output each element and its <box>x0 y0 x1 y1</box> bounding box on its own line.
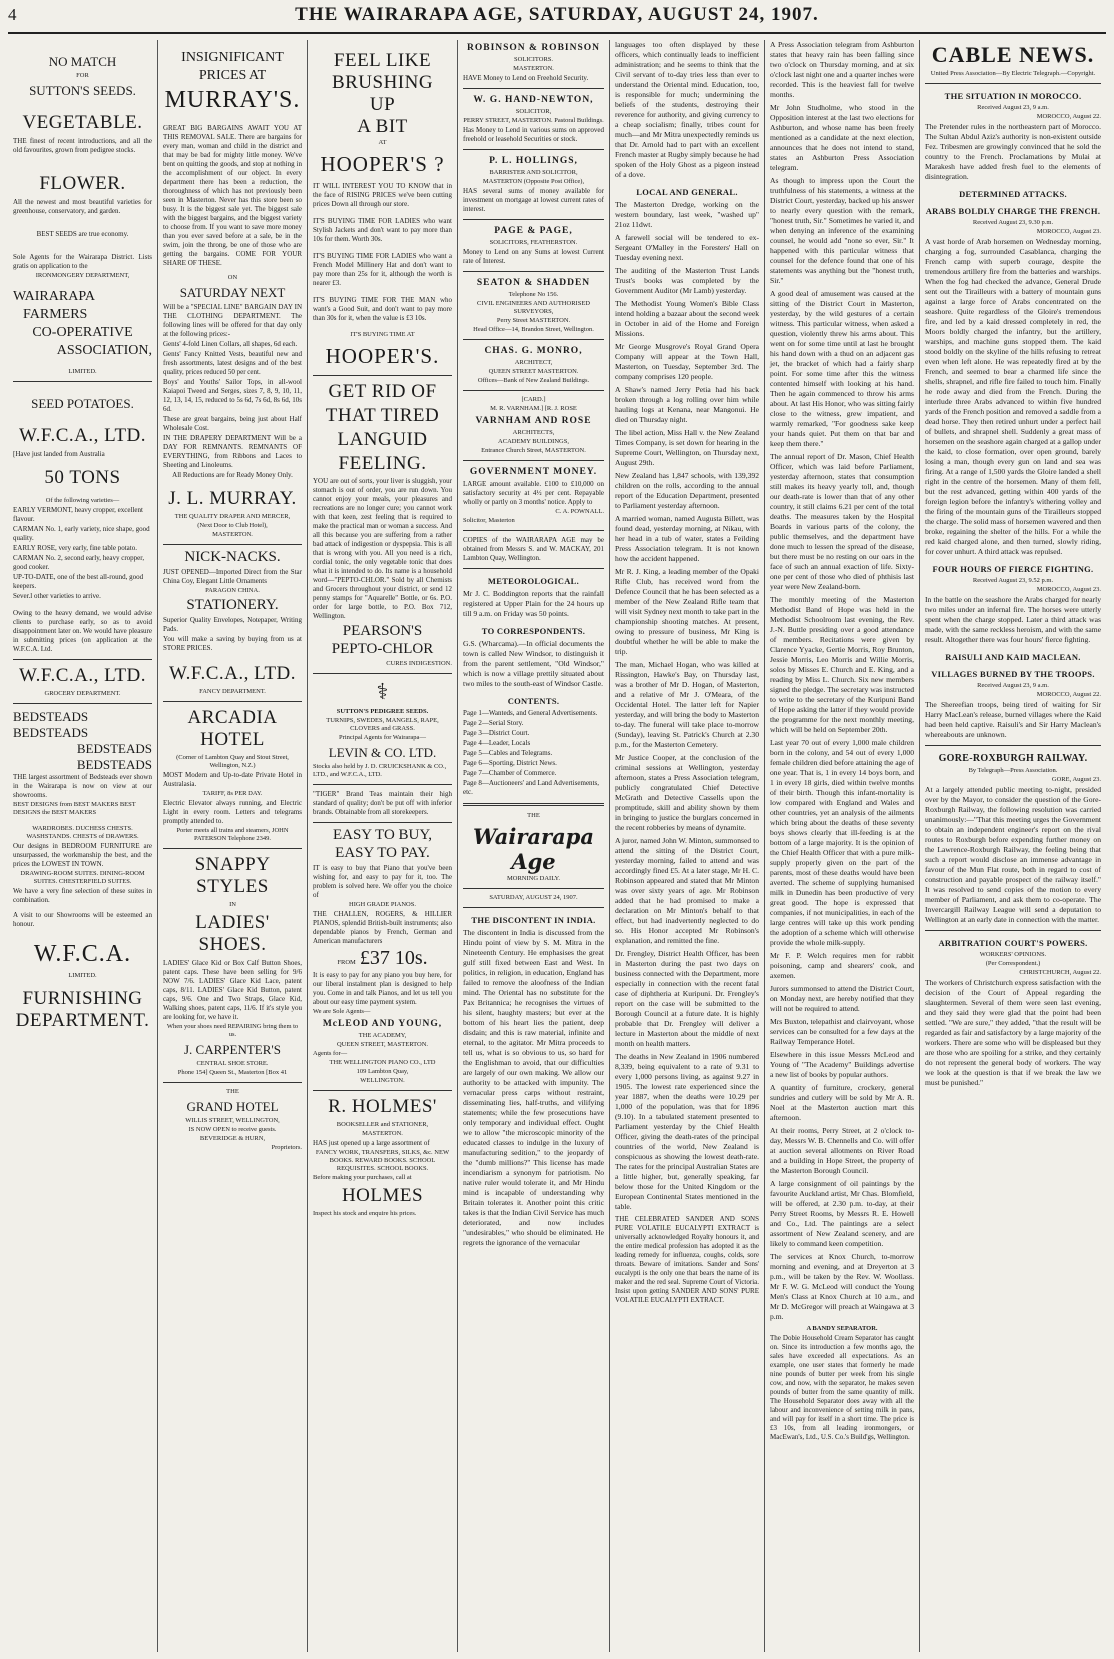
section-heading: METEOROLOGICAL. <box>487 576 580 586</box>
ad-text: MOST Modern and Up-to-date Private Hotel in Australasia. <box>163 771 302 788</box>
ad-text: YOU are out of sorts, your liver is sluggish, your stomach is out of order, you are run down. You cannot enjoy your meals, your pleasures and recreations are no longer cure; you cannot work with that keen, zest feeling that is required to make the practical man or woman a success. And all this because you are suffering from a rather bad attack of indigestion or dyspepsia. This is all that is wrong with you. All you need is a rich, cordial tonic, the only vegetable tonic that does what it is intended to do. Its name is a household word—"PEPTO-CHLOR." Sold by all Chemists and Grocers throughout your district, or send 12 penny stamps for "Aquarelle" Bottle, or 6s. P.O. order for large bottle, to P.O. Box 712, Wellington. <box>313 477 452 620</box>
dateline: GORE, August 23. <box>1051 776 1101 783</box>
logo-word: WAIRARAPA <box>13 289 95 304</box>
dateline: Received August 23, 9 a.m. <box>977 104 1049 111</box>
ad-text: A visit to our Showrooms will be esteemed an honour. <box>13 911 152 928</box>
ad-heading: W.F.C.A., LTD. <box>168 663 297 684</box>
list-item: Page 6—Sporting, District News. <box>463 759 557 767</box>
news-item: New Zealand has 1,847 schools, with 139,392 children on the rolls, according to the annual report of the Education Department, presented to Parliament yesterday afternoon. <box>615 471 759 510</box>
ad-heading: EASY TO BUY, <box>332 827 433 843</box>
card-text: MASTERTON. <box>513 65 554 72</box>
ad-text: FROM <box>337 959 356 966</box>
section-heading: CONTENTS. <box>507 696 560 706</box>
ad-heading: BRUSHING <box>331 72 434 93</box>
wfca-logo-stack <box>13 288 152 360</box>
ad-heading: SNAPPY STYLES <box>194 854 271 897</box>
ad-text: THE ACADEMY, <box>358 1032 407 1039</box>
news-item: The annual report of Dr. Mason, Chief Health Officer, which was laid before Parliament, yesterday afternoon, states that consumption still makes its heavy yearly toll, and, though our death-rate is lower than that of any other country, it still claims 6.21 per cent of the total deaths. The measures taken by the Hospital Boards in various parts of the colony, the public themselves, and the department have done much to lessen the spread of the disease, but there must be no resting on our oars in the face of such an annual exaction of life. Sixty-one per cent of those who died of phthisis last year were New Zealand-born. <box>770 452 914 591</box>
ad-text: [Have just landed from Australia <box>13 450 105 458</box>
ad-text: Proprietors. <box>271 1144 302 1151</box>
column-4 <box>458 40 610 1652</box>
ad-heading: STATIONERY. <box>186 597 279 613</box>
card-text: Entrance Church Street, MASTERTON. <box>481 447 586 454</box>
ad-heading: HOLMES <box>341 1185 424 1206</box>
ad-text: MASTERTON. <box>212 531 253 538</box>
ad-heading: BEDSTEADS <box>76 741 152 756</box>
ad-text: Our designs in BEDROOM FURNITURE are unsurpassed, the workmanship the best, and the prices the LOWEST IN TOWN. <box>13 842 152 868</box>
ad-heading: PEARSON'S <box>342 623 423 639</box>
article-text: G.S. (Wharcama).—In official documents the town is called New Windsor, to distinguish it from the parent settlement, "Old Windsor," which is now a village prettily situated about two miles to the south-east of Windsor Castle. <box>463 639 604 688</box>
news-item: Mr John Studholme, who stood in the Opposition interest at the last two elections for Ashburton, and whose name has been freely mentioned as a candidate at the next election, announces that he does not intend to stand, states an Ashburton Press Association telegram. <box>770 103 914 172</box>
news-item: A married woman, named Augusta Billett, was found dead, yesterday morning, at Nikau, with her head in a tub of water, states a Feilding Press Association telegram. It is not known how the accident happened. <box>615 514 759 563</box>
card-name: PAGE & PAGE, <box>494 226 573 236</box>
dateline: Received August 23, 9 a.m. <box>977 682 1049 689</box>
ad-heading: FEELING. <box>338 453 427 474</box>
ad-heading: W.F.C.A. <box>33 941 132 967</box>
news-item: A large consignment of oil paintings by the favourite Auckland artist, Mr Chas. Blomfield, will be offered, at 2.30 p.m. to-day, at their Perry Street Rooms, by Messrs R. E. Howell and Co., Ltd. The paintings are a select assortment of New Zealand scenery, and are likely to command keen competition. <box>770 1179 914 1248</box>
crest-icon: ⚕ <box>376 679 389 704</box>
ad-text: HIGH GRADE PIANOS. <box>349 901 416 908</box>
list-item: Page 2—Serial Story. <box>463 719 524 727</box>
ad-heading: 50 TONS <box>44 467 121 488</box>
ad-text: QUEEN STREET, MASTERTON. <box>336 1041 429 1048</box>
dateline: MOROCCO, August 22. <box>1036 113 1101 120</box>
column-7 <box>920 40 1106 1652</box>
ad-text: MASTERTON. <box>362 1130 403 1137</box>
ad-text: Electric Elevator always running, and Electric Light in every room. Letters and telegrams promptly attended to. <box>163 799 302 825</box>
ad-text: LIMITED. <box>68 972 97 979</box>
ad-text: CURES INDIGESTION. <box>386 660 452 667</box>
card-text: SOLICITOR, <box>515 108 552 115</box>
card-text: ARCHITECT, <box>514 359 553 366</box>
ad-text: Superior Quality Envelopes, Notepaper, Writing Pads. <box>163 616 302 633</box>
news-item: At their rooms, Perry Street, at 2 o'clock to-day, Messrs W. B. Chennells and Co. will offer at auction several allotments on River Road and a building in Hope Street, the property of the Masterton Borough Council. <box>770 1126 914 1175</box>
ad-heading: BEDSTEADS <box>76 757 152 772</box>
article-text: At a largely attended public meeting to-night, presided over by the Mayor, to consider the question of the Gore-Roxburgh Railway, the following resolution was carried unanimously:—"That this meeting urges the Government to obtain an independent engineer's report on the rival routes to Roxburgh before expending further money on the Lawrence-Roxburgh Railway, the feeling being that such a report would disclose an immense advantage in favour of the Mun Flat route, both in regard to cost of construction and payable prospect of the railway itself." It was resolved to send copies of the motion to every member of Parliament, and ask them to co-operate. The Invercargill Railway League will send a deputation to Wellington at an early date in connection with the matter. <box>925 785 1101 924</box>
card-text: Telephone No 156. <box>508 291 559 298</box>
ad-text: Inspect his stock and enquire his prices. <box>313 1210 417 1217</box>
column-3 <box>308 40 458 1652</box>
news-item: A farewell social will be tendered to ex-Sergeant O'Malley in the Foresters' Hall on Tuesday evening next. <box>615 233 759 262</box>
ad-heading: SEED POTATOES. <box>31 396 134 411</box>
news-item: Elsewhere in this issue Messrs McLeod and Young of "The Academy" Buildings advertise a new list of books by popular authors. <box>770 1050 914 1079</box>
card-text: SOLICITORS. <box>513 56 554 63</box>
ad-heading: FURNISHING DEPARTMENT. <box>15 988 150 1031</box>
ad-heading: R. HOLMES' <box>328 1096 437 1117</box>
ad-text: THE WELLINGTON PIANO CO., LTD <box>329 1059 436 1066</box>
ad-heading: NO MATCH <box>48 54 117 69</box>
column-6 <box>765 40 920 1652</box>
ad-heading: W.F.C.A., LTD. <box>18 665 147 686</box>
ad-heading: BEDSTEADS <box>13 725 89 740</box>
ad-text: 109 Lambton Quay, <box>356 1068 409 1075</box>
list-item: CARMAN No. 1, early variety, nice shape, good quality. <box>13 525 150 542</box>
news-item: A juror, named John W. Minton, summonsed to attend the sitting of the District Court, yesterday morning, failed to attend and was accordingly fined £5. At a later stage, Mr H. C. Robinson appeared and stated that Mr Minton was over sixty years of age. Mr Robinson added that he had promised to make a declaration on Mr Minton's behalf to that effect, but had inadvertently neglected to do so. His Honor accepted Mr Robinson's explanation, and remitted the fine. <box>615 836 759 945</box>
ad-text: SUTTON'S PEDIGREE SEEDS. <box>336 708 429 715</box>
news-item: The Masterton Dredge, working on the western boundary, last week, "washed up" 21oz 11dwt. <box>615 200 759 229</box>
card-text: HAVE Money to Lend on Freehold Security. <box>463 74 589 82</box>
article-text: The Pretender rules in the northeastern part of Morocco. The Sultan Abdul Aziz's authority is non-existent outside Fez. Tribesmen are growingly convinced that he sold the country to the French. Proclamations by Mulai at Marakesh have added fresh fuel to the elements of disintegration. <box>925 122 1101 181</box>
card-text: MORNING DAILY. <box>506 875 561 882</box>
ad-text: IS NOW OPEN to receive guests. <box>188 1126 277 1133</box>
ad-text: We have a very fine selection of these suites in combination. <box>13 887 152 904</box>
list-item: CARMAN No. 2, second early, heavy cropper, good cooker. <box>13 554 145 571</box>
ad-text: IT'S BUYING TIME FOR LADIES who want Stylish Jackets and don't want to pay more than 10s for them. Worth 30s. <box>313 217 452 243</box>
ad-heading: BEDSTEADS <box>13 709 89 724</box>
list-item: EARLY VERMONT, heavy cropper, excellent flavour. <box>13 506 143 523</box>
section-heading: TO CORRESPONDENTS. <box>481 626 586 636</box>
card-text: CIVIL ENGINEERS AND AUTHORISED SURVEYORS, <box>477 300 590 315</box>
dateline: Received August 23, 9.30 p.m. <box>972 219 1054 226</box>
ad-text: Sole Agents for the Wairarapa District. Lists gratis on application to the <box>13 253 152 270</box>
ad-heading: GET RID OF <box>328 381 437 402</box>
ad-text: Will be a "SPECIAL LINE" BARGAIN DAY IN THE CLOTHING DEPARTMENT. The following lines will be offered for that day only at the following prices:- <box>163 303 302 338</box>
dateline: MOROCCO, August 23. <box>1036 228 1101 235</box>
news-item: The deaths in New Zealand in 1906 numbered 8,339, being equivalent to a rate of 9.31 to every 1,000 persons living, as against 9.27 in 1905. The lowest rate experienced since the year 1887, when the deaths were 10.29 per 1,000 of the population, was that for 1896 (9.10). In a tabulated statement presented to Parliament yesterday by the Chief Health Officer, giving the death-rates of the principal countries of the world, New Zealand is conspicuous as showing the lowest death-rate. The rates for the principal Australian States are a little higher, but, generally speaking, far below those for the United Kingdom or the European Continental States mentioned in the table. <box>615 1052 759 1211</box>
ad-text: TARIFF, 8s PER DAY. <box>202 790 263 797</box>
ad-text: CENTRAL SHOE STORE. <box>196 1060 269 1067</box>
contents-list <box>463 709 604 797</box>
card-name: ROBINSON & ROBINSON <box>466 43 601 53</box>
card-text: C. A. POWNALL. <box>555 508 604 515</box>
card-text: BARRISTER AND SOLICITOR, <box>489 169 578 176</box>
news-item: Last year 70 out of every 1,000 male children born in the colony, and 54 out of every 1,000 female children died before attaining the age of one year. That is, 1 in every 14 boys born, and 1 in every 18 girls, died within twelve months of their birth. Though this infant-mortality is low compared with England and Wales and other countries, yet an analysis of the ailments which bring about the deaths of these seventy boys shows clearly that ill-feeding is at the bottom of a large majority. It is the opinion of the Chief Health Officer that with a pure milk-supply properly given on the part of the parents, most of these deaths would have been averted. The scheme of supplying humanised milk in Dunedin has been productive of very great good. The hope is expressed that companies, if not municipalities, in each of the large centres will take up this work pending the adoption of a scheme which will otherwise provide the whole milk-supply. <box>770 738 915 947</box>
ad-heading: MURRAY'S. <box>164 87 301 113</box>
ad-text: "TIGER" Brand Teas maintain their high standard of quality; don't be put off with inferior brands. Obtainable from all storekeepers. <box>313 790 452 816</box>
ad-text: IRONMONGERY DEPARTMENT, <box>35 272 130 279</box>
news-item: Mr George Musgrove's Royal Grand Opera Company will appear at the Town Hall, Masterton, on Tuesday, September 3rd. The company comprises 120 people. <box>615 342 759 381</box>
ad-heading: PRICES AT <box>198 68 267 83</box>
story-heading: ARABS BOLDLY CHARGE THE FRENCH. <box>925 206 1101 216</box>
dateline: Received August 23, 9.52 p.m. <box>972 577 1054 584</box>
ad-text: It is easy to pay for any piano you buy here, for our liberal instalment plan is designed to help you. Come in and talk Pianos, and let us tell you about our easy time payment system. <box>313 971 452 1006</box>
ad-text: Porter meets all trains and steamers, JOHN PATERSON Telephone 2349. <box>176 827 289 842</box>
story-heading: ARBITRATION COURT'S POWERS. <box>938 938 1088 948</box>
ad-heading: W.F.C.A., LTD. <box>18 425 147 446</box>
advert-heading: A BANDY SEPARATOR. <box>806 1325 878 1332</box>
news-item: The services at Knox Church, to-morrow morning and evening, and at Dreyerton at 3 p.m., will be taken by the Rev. W. Woollass. Mr F. W. G. McLeod will conduct the Young Men's Class at Knox Church at 10 a.m., and Mr D. McGregor will preach at Waingawa at 3 p.m. <box>770 1252 914 1321</box>
story-heading: RAISULI AND KAID MACLEAN. <box>945 652 1081 662</box>
news-item: A quantity of furniture, crockery, general sundries and cutlery will be sold by Mr A. R. Noel at the Masterton auction mart this afternoon. <box>770 1083 914 1122</box>
article-text: languages too often displayed by these officers, which continually leads to inefficient administration; and he seems to think that the Civil servant of to-day tries less than ever to understand the Oriental mind. Education, too, is responsible for much; undermining the beliefs of the students, destroying their reverence for authority, and giving currency to a cheap socialism; finally, tribes count for much—and Mr Mitra unexpectedly reminds us that Dr. Arnold had to part with an excellent French master at Rugby simply because he had spoken of the Holy Ghost as a pigeon instead of a dove. <box>615 40 759 179</box>
ad-text: THE QUALITY DRAPER AND MERCER, <box>174 513 291 520</box>
ad-text: WARDROBES. DUCHESS CHESTS. WASHSTANDS. CHESTS of DRAWERS. <box>26 825 139 840</box>
dateline: By Telegraph—Press Association. <box>968 767 1058 774</box>
card-text: Has Money to Lend in various sums on approved freehold or leasehold Securities or stock. <box>463 126 604 143</box>
ad-heading: PEPTO-CHLOR <box>331 641 434 657</box>
ad-heading: HOOPER'S ? <box>320 152 445 176</box>
column-2 <box>158 40 308 1652</box>
article-text: In the battle on the seashore the Arabs charged for nearly two miles under an infernal fire. The horses were utterly spent when the charge stopped. Later a third attack was made, with the same reckless heroism, and with the same result. Altogether there was four hours' fierce fighting. <box>925 595 1101 644</box>
leader-heading: THE DISCONTENT IN INDIA. <box>471 915 596 925</box>
news-item: Dr. Frengley, District Health Officer, has been in Masterton during the past two days on business connected with the Department, more especially in connection with the recent fatal case of diphtheria at Kuripuni. Dr. Frengley's report on the case will be submitted to the Borough Council at a future date. It is highly probable that Dr. Frengley will deliver a lecture in Masterton about the middle of next month on health matters. <box>615 949 759 1048</box>
ad-text: THE largest assortment of Bedsteads ever shown in the Wairarapa is now on view at our showrooms. <box>13 773 152 799</box>
ad-text: IT WILL INTEREST YOU TO KNOW that in the face of RISING PRICES we've been cutting prices Down all through our store. <box>313 182 452 208</box>
card-text: Offices—Bank of New Zealand Buildings. <box>477 377 590 384</box>
news-item: A good deal of amusement was caused at the sitting of the District Court in Masterton, yesterday, by the wild gestures of a certain witness. This particular witness, when asked a question, violently threw his arms about. This went on for some time until at last he brought his hand down with a thud on an adjacent gas jet, the bracket of which had a fairly sharp point. For some time after this the witness contented himself with looking at his hand. Then he again commenced to throw his arms about. At last His Honor, who was sitting fairly close to the witness, grew impatient, and warmly remarked, "For goodness sake keep your hands quiet. Put them on that bar and keep them there." <box>770 289 914 448</box>
news-item: Jurors summonsed to attend the District Court, on Monday next, are hereby notified that they will not be required to attend. <box>770 984 914 1013</box>
price-label: £37 10s. <box>359 947 428 969</box>
ad-text: WELLINGTON. <box>360 1077 405 1084</box>
ad-text: FANCY DEPARTMENT. <box>199 688 266 695</box>
ad-text: ON <box>227 274 238 281</box>
ad-heading: J. L. MURRAY. <box>168 488 297 509</box>
ad-text: (Corner of Lambton Quay and Stout Street, Wellington, N.Z.) <box>176 754 289 769</box>
ad-text: Agents for— <box>313 1050 348 1057</box>
story-heading: DETERMINED ATTACKS. <box>959 189 1067 199</box>
ad-text: JUST OPENED—Imported Direct from the Star China Coy, Elegant Little Ornaments <box>163 568 302 585</box>
ad-text: LADIES' Glace Kid or Box Calf Button Shoes, patent caps. These have been selling for 9/6 NOW 7/6. LADIES' Glace Kid Lace, patent caps, 8/11. LADIES' Glace Kid Button, patent caps, 9/6. One and Two Straps, Glace Kid, Walking shoes, patent caps, 11/6. If it's style you are looking for, we have it. <box>163 959 302 1021</box>
article-text: The discontent in India is discussed from the Hindu point of view by S. M. Mitra in the Nineteenth Century. He emphasises the great gulf still fixed between East and West. In politics, in religion, in education, England has failed to remove the aloofness of the Indian mind. The Oriental has no substitute for the Pax Britannica; he recognises the virtues of his silent, haughty masters; but ever at the bottom of his heart lies the patient, deep disdain; and this is raw material, infinite and eternal, to the agitator. Mr Mitra proceeds to tell us, what is so obvious to us, so hard for the Englishman to avoid, that our difficulties are largely of our own making. We allow our authority to be attacked with impunity. The vernacular press carps without restraint, disseminating lies, half-truths, and vilifying statements; while the few prosecutions have only temporary and individual effect. Ought we to allow "the microscopic minority of the educated classes to indulge in the luxury of manufacturing sedition," to the jeopardy of the "dumb millions?" This license has made incendiarism a synonym for patriotism. No native ruler would tolerate it, and Mr Hindu mind is incapable of understanding why Britain tolerates it. Another point this critic takes is that the Indian Civil Service has much deteriorated, and now includes "undesirables," who should be eliminated. He regrets the ignorance of the vernacular <box>463 928 604 1247</box>
dateline: (Per Correspondent.) <box>985 960 1041 967</box>
ad-text: BEVERIDGE & HURN, <box>199 1135 266 1142</box>
ad-text: BEST SEEDS are true economy. <box>36 230 129 238</box>
ad-heading: ARCADIA HOTEL <box>187 707 278 750</box>
news-item: Mr R. J. King, a leading member of the Opaki Rifle Club, has received word from the Defence Council that he has been selected as a member of the New Zealand Rifle team that will visit Sydney next month to take part in the championship shooting matches. At present, owing to pressure of business, Mr King is doubtful whether he will be able to make the trip. <box>615 567 759 656</box>
ad-text: TURNIPS, SWEDES, MANGELS, RAPE, CLOVERS and GRASS. <box>326 717 439 732</box>
news-item: The auditing of the Masterton Trust Lands Trust's books was completed by the Government Auditor (Mr Lamb) yesterday. <box>615 266 759 295</box>
ad-text: IT'S BUYING TIME AT <box>350 331 415 338</box>
ad-text: IN THE DRAPERY DEPARTMENT Will be a DAY FOR REMNANTS. REMNANTS OF EVERYTHING, from Ribbons and Laces to Sheeting and Linoleums. <box>163 434 302 469</box>
story-heading: THE SITUATION IN MOROCCO. <box>944 91 1082 101</box>
card-text: M. R. VARNHAM.] [R. J. ROSE <box>490 405 577 412</box>
list-item: Page 4—Leader, Locals <box>463 739 531 747</box>
dateline: CHRISTCHURCH, August 22. <box>1019 969 1101 976</box>
ad-heading: J. CARPENTER'S <box>184 1042 281 1057</box>
ad-heading: McLEOD AND YOUNG, <box>322 1019 443 1029</box>
list-item: Page 1—Wanteds, and General Advertisements. <box>463 709 598 717</box>
ad-text: THE <box>226 1088 239 1095</box>
card-text: [CARD.] <box>521 396 546 403</box>
column-1 <box>8 40 158 1652</box>
ad-text: All Reductions are for Ready Money Only. <box>172 471 293 479</box>
list-item: EARLY ROSE, very early, fine table potato. <box>13 544 137 552</box>
ad-heading: NICK-NACKS. <box>184 549 281 565</box>
news-item: The man, Michael Hogan, who was killed at Rissington, Hawke's Bay, on Thursday last, was a brother of Mr D. Hogan, of Masterton, and a relative of Mr J. O'Meara, of the Occidental Hotel. The latter left for Napier yesterday, and will bring the body to Masterton to-day. The funeral will take place to-morrow (Sunday), leaving St. Patrick's Church at 2.30 p.m., for the Masterton Cemetery. <box>615 660 759 749</box>
list-item: UP-TO-DATE, one of the best all-round, good keepers. <box>13 573 144 590</box>
ad-heading: FEEL LIKE <box>333 50 432 71</box>
masthead <box>8 4 1106 34</box>
article-text: Mr J. C. Boddington reports that the rainfall registered at Upper Plain for the 24 hours up till 9 a.m. on Friday was 50 points. <box>463 589 604 618</box>
ad-text: THE CHALLEN, ROGERS, & HILLIER PIANOS, splendid British-built instruments; also dependable pianos by French, German and American manufacturers <box>313 910 452 945</box>
ad-heading: INSIGNIFICANT <box>181 50 284 65</box>
ad-text: AT <box>378 139 387 146</box>
ad-text: WILLIS STREET, WELLINGTON, <box>185 1117 280 1124</box>
ad-heading: EASY TO PAY. <box>335 845 430 861</box>
ad-heading: FOR <box>76 72 89 79</box>
dateline: MOROCCO, August 23. <box>1036 586 1101 593</box>
story-heading: GORE-ROXBURGH RAILWAY. <box>938 753 1088 764</box>
card-name: CHAS. G. MONRO, <box>484 346 583 356</box>
ad-text: GREAT BIG BARGAINS AWAIT YOU AT THIS REMOVAL SALE. There are bargains for every man, woman and child in the district and that may be bad for mighty little money. We've bent on quitting the goods, and stop at nothing in the accomplishment of our object. In every department there has been a reduction, the thoroughness of which has not previously been seen in Masterton. Never has this store been so busy. It is the biggest sale yet. The biggest sale with the biggest bargains, and the biggest variety to choose from. If you want to save more money than you ever saved before at a sale, be in the swim, join the throng, be one of those who are getting the bargains. COME FOR YOUR SHARE OF THESE. <box>163 124 302 267</box>
ad-text: IT'S BUYING TIME FOR THE MAN who want's a Good Suit, and don't want to pay more than 30s for it, when the value is £3 10s. <box>313 296 452 322</box>
list-item: Page 8—Auctioneers' and Land Advertisements, etc. <box>463 779 599 796</box>
article-text: The workers of Christchurch express satisfaction with the decision of the Court of Appeal regarding the slaughtermen. Several of them were seen last evening, and they said they were glad that the point had been settled. "We are sure," they added, "that the result will be regarded as fair and satisfactory by a large majority of the workers. There are some who will be displeased but they are those who are spoiling for a strike, and they certainly do not represent the general body of workers. The way we look at the question is that if we break the law we must be punished." <box>925 978 1101 1087</box>
card-name: GOVERNMENT MONEY. <box>469 467 598 477</box>
card-text: ACADEMY BUILDINGS, <box>498 438 569 445</box>
dateline: WORKERS' OPINIONS. <box>979 951 1047 958</box>
card-name: SEATON & SHADDEN <box>476 278 591 288</box>
ad-text: We are Sole Agents— <box>313 1008 371 1015</box>
ad-text: PARAGON CHINA. <box>205 587 260 594</box>
dateline: MOROCCO, August 22. <box>1036 691 1101 698</box>
ad-text: Gents' Fancy Knitted Vests, beautiful new and fresh assortments, latest designs and of the best quality, prices reduced 50 per cent. <box>163 350 302 376</box>
section-title: CABLE NEWS. <box>931 42 1095 67</box>
ad-heading: VEGETABLE. <box>22 112 143 133</box>
ad-text: BEST DESIGNS from BEST MAKERS BEST DESIGNS the BEST MAKERS <box>13 801 136 816</box>
ad-heading: LEVIN & CO. LTD. <box>328 745 437 760</box>
potato-varieties <box>13 506 152 601</box>
ad-text: Owing to the heavy demand, we would advise clients to purchase early, so as to avoid disappointment later on. We would have pleasure in submitting prices (on application at the W.F.C.A. Ltd. <box>13 609 152 653</box>
newspaper-title: THE WAIRARAPA AGE, SATURDAY, AUGUST 24, 1907. <box>295 4 819 25</box>
logo-word: CO-OPERATIVE <box>32 325 133 340</box>
edition-date: SATURDAY, AUGUST 24, 1907. <box>489 894 578 901</box>
ad-heading: THAT TIRED <box>325 405 440 426</box>
section-heading: LOCAL AND GENERAL. <box>636 187 738 197</box>
ad-text: IN <box>229 901 236 908</box>
ad-text: IT is easy to buy that Piano that you've been wishing for, and easy to pay for it, too. The problem is solved here. We offer you the choice of <box>313 864 452 899</box>
article-text: A vast horde of Arab horsemen on Wednesday morning, charging a fog, surrounded Casablanca, charging the French camp with superb courage, despite the tremendous artillery fire from the batteries and warships. When the fog had checked the advance, General Drude sent out the Tirailleurs with a battery of mountain guns against a large force of Arabs concentrated on the seashore. Quite regardless of the Gloire's tremendous fire, and led by a kaid dressed completely in red, the Moors boldly charged the infantry, but the artillery, warships, and machine guns stopped them. The kaid stood boldly on the skyline of the hills refusing to retreat even when left alone. He was repeatedly fired at by the French, and seemed to bear a charmed life since the shells, shrapnel, and rifle fire failed to touch him. Finally he rode away and died from the French. During the interlude three Arabs advanced to within five hundred yards of the French position and removed a saddle from a dead horse. They then retired unhurt under a perfect hail of bullets, and shrapnel shell. Suddenly a great mass of horsemen on the seashore again charged at a gallop under the kaid, to close formation, over open ground, barely losing a man, though every gun on land and sea was firing. At a range of 1,500 yards the Gloire landed a shell right in the centre of the horsemen. Many of them fell, but the rest advanced, getting within 400 yards of the foreign legion before the infantry's withering volley and the firing of the mountain guns of the Tirailleurs stopped the charge. The solid mass of horsemen wavered and then broke, regaining the shelter of the hills. For a while the red kaid charged alone, and then turned, slowly riding, for cover unhurt. A third attack was repulsed. <box>925 237 1101 556</box>
card-text: HAS several sums of money available for investment on mortgage at lowest current rates of interest. <box>463 187 604 213</box>
news-item: A Press Association telegram from Ashburton states that heavy rain has been falling since two o'clock on Thursday morning, and at six o'clock last night one and a quarter inches were recorded. This is the heaviest fall for twelve months. <box>770 40 914 99</box>
ad-heading: SUTTON'S SEEDS. <box>29 83 136 98</box>
card-text: Head Office—14, Brandon Street, Wellington. <box>473 326 594 333</box>
page-number: 4 <box>8 5 17 24</box>
ad-text: LIMITED. <box>68 368 97 375</box>
ad-text: When your shoes need REPAIRING bring them to us. <box>166 1023 299 1038</box>
ad-text: IT'S BUYING TIME FOR LADIES who want a French Model Millinery Hat and don't want to pay more than 25s for it, although the worth is nearer £3. <box>313 252 452 287</box>
card-text: SOLICITORS, FEATHERSTON. <box>489 239 578 246</box>
card-text: COPIES of the WAIRARAPA AGE may be obtained from Messrs S. and W. MACKAY, 201 Lambton Quay, Wellington. <box>463 536 604 562</box>
logo-word: ASSOCIATION, <box>56 343 152 358</box>
card-text: THE <box>527 812 540 819</box>
advert-text: The Dobie Household Cream Separator has caught on. Since its introduction a few months ago, the sales have exceeded all expectations. As an example, one user states that formerly he made nine pounds of butter per week from his single cow, and now, with the separator, he makes seven pounds of butter from the same quantity of milk. The Household Separator does away with all the labour and inconvenience of setting milk in pans, and will pay for itself in a short time. The price is £3 10s, from all leading ironmongers, or MacEwan's, Ltd., U.S. Co.'s Build'gs, Wellington. <box>770 1334 914 1441</box>
news-item: The libel action, Miss Hall v. the New Zealand Times Company, is set down for hearing in the Supreme Court, Wellington, on Thursday next, August 29th. <box>615 428 759 467</box>
card-text: Perry Street MASTERTON. <box>496 317 571 324</box>
news-item: A Shaw's named Jerry Petia had his back broken through a log rolling over him while hauling logs at Kenana, near Mangonui. He died on Thursday night. <box>615 385 759 424</box>
ad-text: BOOKSELLER and STATIONER, <box>336 1121 429 1128</box>
ad-heading: GRAND HOTEL <box>186 1099 279 1114</box>
advert-text: THE CELEBRATED SANDER AND SONS PURE VOLATILE EUCALYPTI EXTRACT is universally acknowledged Royalty honours it, and the entire medical profession has adopted it as the leading remedy for influenza, coughs, colds, sore throats. Beware of imitations. Sander and Sons' eucalypti is the only one that bears the name of its maker and the red seal. Supreme Court of Victoria. Insist upon getting SANDER AND SONS' PURE VOLATILE EUCALYPTI EXTRACT. <box>615 1215 759 1304</box>
ad-heading: LADIES' SHOES. <box>195 912 270 955</box>
card-text: MASTERTON (Opposite Post Office), <box>482 178 585 185</box>
card-text: QUEEN STREET MASTERTON. <box>488 368 579 375</box>
news-item: Mr Justice Cooper, at the conclusion of the criminal sessions at Wellington, yesterday afternoon, states a Press Association telegram, publicly congratulated Chief Detective McGrath and Detective Cassells upon the promptitude, skill and ability shown by them in bringing to justice the burglars concerned in the recent robberies by means of dynamite. <box>615 753 759 832</box>
ad-text: (Next Door to Club Hotel), <box>197 522 268 529</box>
ad-text: You will make a saving by buying from us at STORE PRICES. <box>163 635 302 652</box>
ad-text: Principal Agents for Wairarapa— <box>339 734 426 741</box>
logo-word: FARMERS <box>23 307 88 322</box>
ad-text: THE finest of recent introductions, and all the old favourites, grown from pedigree stocks. <box>13 137 152 154</box>
list-item: Page 7—Chamber of Commerce. <box>463 769 557 777</box>
ad-heading: HOOPER'S. <box>325 344 440 368</box>
list-item: Page 5—Cables and Telegrams. <box>463 749 553 757</box>
ad-text: GROCERY DEPARTMENT. <box>44 690 121 697</box>
newspaper-nameplate: Wairarapa Age <box>473 824 594 874</box>
card-text: Money to Lend on any Sums at lowest Current rate of Interest. <box>463 248 604 265</box>
card-text: Solicitor, Masterton <box>463 517 515 524</box>
list-item: Sever.l other varieties to arrive. <box>13 592 101 600</box>
ad-text: Stocks also held by J. D. CRUICKSHANK & CO., LTD., and W.F.C.A., LTD. <box>313 763 447 778</box>
section-subtitle: United Press Association—By Electric Telegraph.—Copyright. <box>930 70 1096 77</box>
news-item: As though to impress upon the Court the truthfulness of his statements, a witness at the District Court, yesterday, backed up his answer to nearly every question with the remark, "honest truth, Sir." Sometimes he varied it, and when denying an inference of the examining counsel, he would add "none so ever, Sir." It happened with this particular witness that counsel for the defence found that one of his statements was anything but the "honest truth, Sir." <box>770 176 914 285</box>
ad-text: Gents' 4-fold Linen Collars, all shapes, 6d each. <box>163 340 298 348</box>
card-text: LARGE amount available. £100 to £10,000 on satisfactory security at 4½ per cent. Repayable wholly or partly on 3 months' notice. Apply to <box>463 480 604 506</box>
ad-text: HAS just opened up a large assortment of <box>313 1139 430 1147</box>
ad-text: DRAWING-ROOM SUITES. DINING-ROOM SUITES. CHESTERFIELD SUITES. <box>20 870 145 885</box>
card-name: W. G. HAND-NEWTON, <box>473 95 594 105</box>
ad-heading: SATURDAY NEXT <box>179 285 286 300</box>
list-item: Page 3—District Court. <box>463 729 530 737</box>
story-heading: VILLAGES BURNED BY THE TROOPS. <box>931 669 1095 679</box>
ad-heading: UP <box>369 94 396 115</box>
news-item: Mr F. P. Welch requires men for rabbit poisoning, camp and shearers' cook, and axemen. <box>770 951 914 980</box>
ad-text: FANCY WORK, TRANSFERS, SILKS, &c. NEW BOOKS. REWARD BOOKS. SCHOOL REQUISITES. SCHOOL BOOKS. <box>315 1149 450 1172</box>
news-item: Mrs Buxton, telepathist and clairvoyant, whose services can be consulted for a few days at the Railway Temperance Hotel. <box>770 1017 914 1046</box>
card-name: VARNHAM AND ROSE <box>475 416 592 426</box>
ad-heading: LANGUID <box>337 429 428 450</box>
ad-text: Phone 154] Queen St., Masterton [Box 41 <box>177 1069 288 1076</box>
ad-heading: A BIT <box>357 116 408 137</box>
ad-text: Boys' and Youths' Sailor Tops, in all-wool Kaiapoi Tweed and Serges, sizes 7, 8, 9, 10, 11, 12, 13, 14, 15, reduced to 5s 6d, 7s 6d, 8s 6d, 10s 6d. <box>163 378 302 413</box>
ad-text: These are great bargains, being just about Half Wholesale Cost. <box>163 415 302 432</box>
card-text: PERRY STREET, MASTERTON. Pastoral Buildings. <box>463 117 604 124</box>
ad-heading: FLOWER. <box>39 173 126 194</box>
ad-text: Before making your purchases, call at <box>313 1174 412 1181</box>
article-text: The Shereefian troops, being tired of waiting for Sir Harry MacLean's release, burned villages where the Kaid had been held captive. Raisuli's and Sir Harry Maclean's whereabouts are unknown. <box>925 700 1101 739</box>
story-heading: FOUR HOURS OF FIERCE FIGHTING. <box>932 564 1094 574</box>
ad-text: All the newest and most beautiful varieties for greenhouse, conservatory, and garden. <box>13 198 152 215</box>
card-name: P. L. HOLLINGS, <box>489 156 578 166</box>
card-text: ARCHITECTS, <box>512 429 555 436</box>
news-item: The monthly meeting of the Masterton Methodist Band of Hope was held in the Methodist Schoolroom last evening, the Rev. J.-N. Buttle presiding over a good attendance of members. Recitations were given by Clarence Yyacke, Gertie Morris, Roy Brunton, Jessie Morris, Leo Morris and Willie Morris, solos by Misses E. Church and E. King, and a reading by Miss L. Church. Six new members signed the pledge. The secretary was instructed to write to the secretary of the Kuripuni Band of Hope asking the latter if they would provide the programme for the next monthly meeting, which will be held on September 20th. <box>770 595 914 734</box>
column-5 <box>610 40 765 1652</box>
news-item: The Methodist Young Women's Bible Class intend holding a bazaar about the second week in October in aid of the Home and Foreign Missions. <box>615 299 759 338</box>
ad-text: Of the following varieties— <box>45 497 120 504</box>
